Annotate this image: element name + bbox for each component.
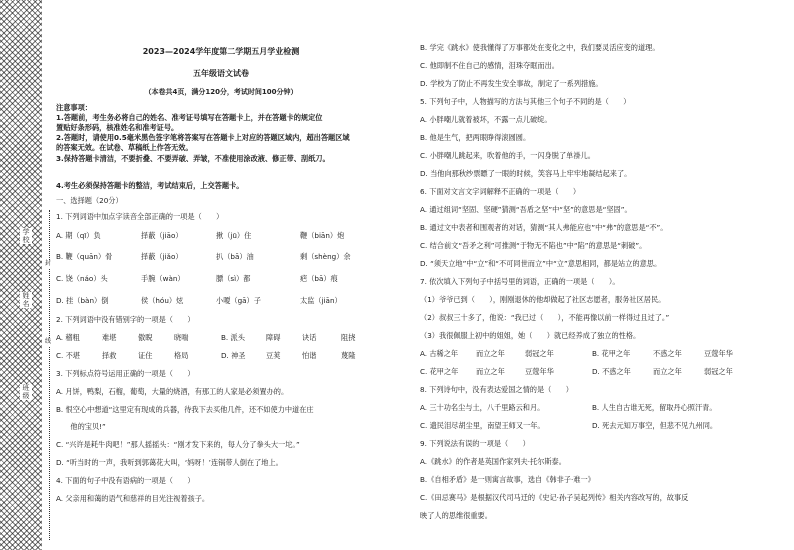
q4-option-c: C. 他即制不住自己的感情，泪珠夺眶而出。	[420, 61, 559, 70]
q2-stem: 2. 下列词语中没有错别字的一项是（ ）	[56, 315, 195, 324]
q5-option-c: C. 小胖嘲儿跳起来，吹着他的手，一闪身脱了单褂儿。	[420, 151, 595, 160]
side-label-school: 学校	[20, 228, 32, 244]
q2-c-4: 格局	[174, 351, 189, 360]
q1-d-4: 太监（jiān）	[300, 296, 342, 305]
q7-d-1: D. 不惑之年	[592, 367, 631, 376]
seal-mark-feng: 封	[44, 260, 51, 267]
q4-option-a: A. 父亲用和蔼的语气和慈祥的目光注视着孩子。	[56, 494, 210, 503]
q1-c-4: 疤（bā）痕	[300, 274, 338, 283]
q9-option-c-line1: C.《田忌赛马》是根据汉代司马迁的《史记·孙子吴起列传》相关内容改写的，故事反	[420, 493, 689, 502]
exam-info: （本卷共4页，满分120分，考试时间100分钟）	[144, 88, 298, 96]
q1-b-4: 剩（shèng）余	[300, 252, 351, 261]
q2-d-1: D. 神圣	[221, 351, 246, 360]
note-2a: 2.答题时，请使用0.5毫米黑色签字笔将答案写在答题卡上对应的答题区域内，超出答题区域	[56, 133, 350, 142]
notes-heading: 注意事项：	[56, 103, 92, 112]
q1-a-4: 鞭（biān）炮	[300, 231, 345, 240]
q3-option-a: A. 月饼，鸭梨，石榴，葡萄，大量的烧酒，有那工的人家是必须置办的。	[56, 387, 289, 396]
q1-d-3: 小嗄（gā）子	[216, 296, 261, 305]
q6-option-a: A. 通过组词“坚固、坚硬”猜测“吾盾之坚”中“坚”的意思是“坚固”。	[420, 205, 632, 214]
q2-b-3: 诀话	[302, 333, 317, 342]
q7-c-3: 豆蔻年华	[525, 367, 554, 376]
q9-stem: 9. 下列说法有误的一项是（ ）	[420, 439, 530, 448]
q2-a-2: 难堪	[102, 333, 117, 342]
exam-subtitle: 五年级语文试卷	[193, 69, 249, 78]
q1-c-1: C. 饶（náo）头	[56, 274, 108, 283]
note-2b: 的答案无效。在试卷、草稿纸上作答无效。	[56, 143, 193, 152]
q7-c-2: 而立之年	[476, 367, 505, 376]
q3-option-b-line2: 他的宝贝!”	[56, 422, 106, 431]
q7-d-3: 弱冠之年	[704, 367, 733, 376]
q2-b-2: 障碍	[266, 333, 281, 342]
q6-option-b: B. 通过文中表者和围观者的对话，猜测“其人弗能应也”中“弗”的意思是“不”。	[420, 223, 668, 232]
exam-title: 2023—2024学年度第二学期五月学业检测	[142, 47, 300, 56]
side-label-name: 姓名	[20, 292, 32, 308]
q3-option-c: C. “兴许是耗牛肉吧！”那人摇摇头：“刚才发下来的，每人分了拳头大一坨。”	[56, 440, 300, 449]
q7-b-1: B. 花甲之年	[592, 349, 631, 358]
note-3a: 3.保持答题卡清洁，不要折叠、不要弄破、弄皱，不准使用涂改液、修正带、刮纸刀。	[56, 154, 330, 163]
q4-option-b: B. 学完《跳水》使我懂得了万事都处在变化之中，我们要灵活应变的道理。	[420, 43, 660, 52]
q6-option-d: D. “须天立地”中“立”和“不可同世而立”中“立”意思相同，都是站立的意思。	[420, 259, 662, 268]
q7-a-2: 而立之年	[476, 349, 505, 358]
q3-option-b-line1: B. 恨空心中想道“这里定有现成的兵器，待我下去买他几件，还不如使力中道在庄	[56, 405, 314, 414]
q8-option-c: C. 遗民泪尽胡尘里，南望王师又一年。	[420, 421, 545, 430]
q1-b-2: 择蔽（jiǎo）	[141, 252, 183, 261]
q7-sentence-2: （2）叔叔三十多了，他说：“我已过（ ），不能再像以前一样得过且过了。”	[420, 313, 670, 322]
side-label-class: 班级	[20, 384, 32, 400]
q5-option-a: A. 小胖嘲儿就着被坏，不露一点儿破绽。	[420, 115, 552, 124]
q2-d-3: 怕谐	[302, 351, 317, 360]
q3-stem: 3. 下列标点符号运用正确的一项是（ ）	[56, 369, 195, 378]
q6-stem: 6. 下面对文言文字词解释不正确的一项是（ ）	[420, 187, 581, 196]
q7-c-1: C. 花甲之年	[420, 367, 459, 376]
q2-a-3: 傲睨	[138, 333, 153, 342]
note-4: 4.考生必须保持答题卡的整洁，考试结束后，上交答题卡。	[56, 181, 244, 190]
q8-stem: 8. 下列诗句中，没有表达爱国之情的是（ ）	[420, 385, 573, 394]
q2-d-4: 蔑隆	[341, 351, 356, 360]
q5-stem: 5. 下列句子中，人物描写的方法与其他三个句子不同的是（ ）	[420, 97, 631, 106]
q2-d-2: 豆荚	[266, 351, 281, 360]
q8-option-b: B. 人生自古谁无死，留取丹心照汗青。	[592, 403, 717, 412]
q1-a-1: A. 期（qī）负	[56, 231, 101, 240]
q3-option-d: D. “听当时的一声，我听到郭蔼花大叫，‘妈呀！’连锅带人倒在了地上。	[56, 458, 283, 467]
q2-c-1: C. 不堪	[56, 351, 80, 360]
q1-a-3: 揪（jū）住	[216, 231, 252, 240]
q1-d-1: D. 挂（bàn）倒	[56, 296, 109, 305]
q1-b-1: B. 鞭（quān）骨	[56, 252, 113, 261]
binding-strip-margin	[42, 0, 52, 550]
q4-stem: 4. 下面的句子中没有语病的一项是（ ）	[56, 476, 195, 485]
q1-c-2: 手腕（wàn）	[141, 274, 185, 283]
q2-a-4: 晓喘	[174, 333, 189, 342]
binding-strip-hatch	[0, 0, 42, 550]
q4-option-d: D. 学校为了防止不再发生安全事故，制定了一系列措施。	[420, 79, 603, 88]
note-1a: 1.答题前，考生务必将自己的姓名、准考证号填写在答题卡上，并在答题卡的规定位	[56, 113, 323, 122]
q5-option-b: B. 他是生气，把两眼睁得滚圆圆。	[420, 133, 531, 142]
q9-option-c-line2: 映了人的思维很重要。	[420, 511, 492, 520]
q9-option-b: B.《自相矛盾》是一则寓言故事，选自《韩非子·难一》	[420, 475, 595, 484]
q2-c-2: 择救	[102, 351, 117, 360]
q6-option-c: C. 结合前文“吾矛之利”可推测“于物无不陷也”中“陷”的意思是“刺破”。	[420, 241, 647, 250]
q7-b-3: 豆蔻年华	[704, 349, 733, 358]
q7-stem: 7. 依次填入下列句子中括号里的词语，正确的一项是（ ）。	[420, 277, 620, 286]
q1-c-3: 膘（sì）都	[216, 274, 251, 283]
q2-c-3: 证住	[138, 351, 153, 360]
q7-b-2: 不惑之年	[653, 349, 682, 358]
q7-sentence-3: （3）我很佩服上初中的姐姐，她（ ）就已经养成了独立的性格。	[420, 331, 641, 340]
q1-d-2: 侯（hóu）炫	[141, 296, 184, 305]
q8-option-d: D. 死去元知万事空，但悲不见九州同。	[592, 421, 718, 430]
q8-option-a: A. 三十功名尘与土，八千里路云和月。	[420, 403, 545, 412]
seal-mark-xian: 线	[44, 338, 51, 345]
q1-stem: 1. 下列词语中加点字读音全部正确的一项是（ ）	[56, 212, 224, 221]
q2-a-1: A. 稽粗	[56, 333, 80, 342]
q1-b-3: 扒（bā）油	[216, 252, 254, 261]
q9-option-a: A.《跳水》的作者是英国作家列夫·托尔斯泰。	[420, 457, 566, 466]
q2-b-4: 阻挠	[341, 333, 356, 342]
section1-heading: 一、选择题（20分）	[56, 196, 123, 205]
q7-sentence-1: （1）爷爷已到（ ），刚刚退休的他却做起了社区志愿者，服务社区居民。	[420, 295, 666, 304]
note-1b: 置贴好条形码，核准姓名和准考证号。	[56, 123, 179, 132]
q1-a-2: 择蔽（jiāo）	[141, 231, 183, 240]
q7-d-2: 而立之年	[653, 367, 682, 376]
q7-a-1: A. 古稀之年	[420, 349, 459, 358]
q2-b-1: B. 派头	[221, 333, 245, 342]
q5-option-d: D. 当他向那秋纱票瞟了一眼的时候，笑容马上牢牢地凝结起来了。	[420, 169, 632, 178]
q7-a-3: 弱冠之年	[525, 349, 554, 358]
